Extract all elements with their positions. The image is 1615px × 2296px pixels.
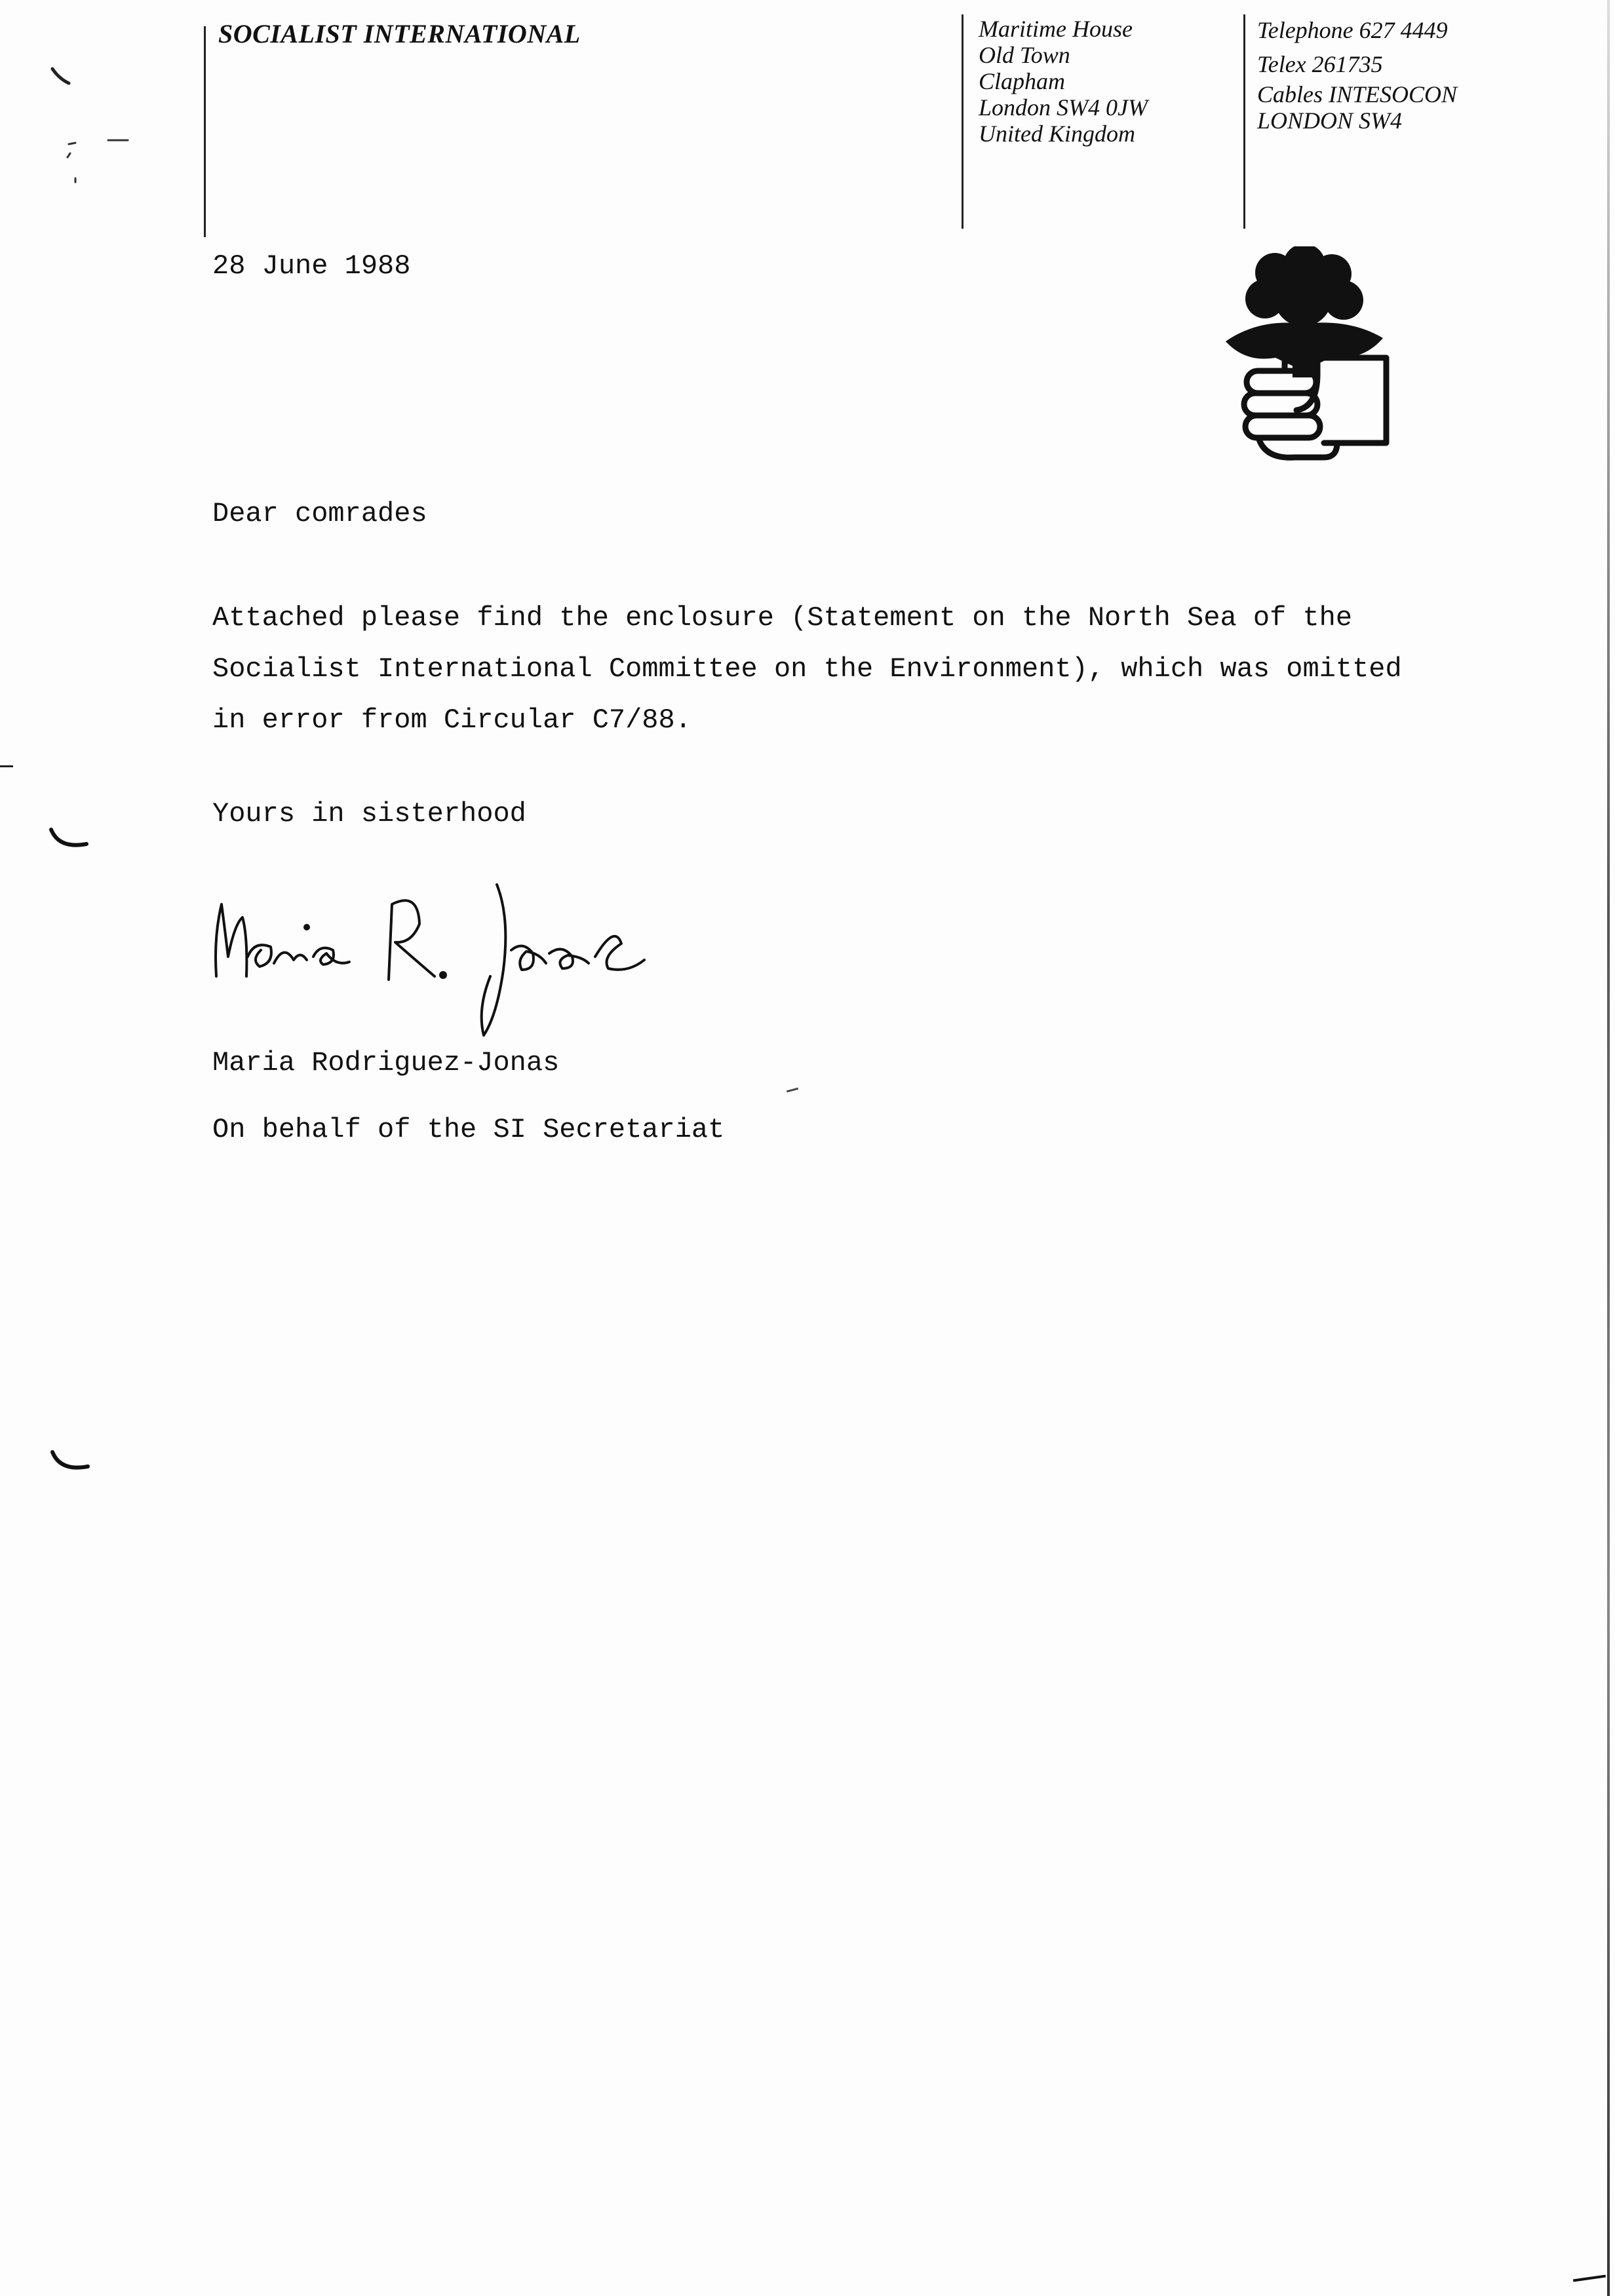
closing: Yours in sisterhood [212, 798, 526, 830]
contact-block [1257, 13, 1457, 134]
address-line: Clapham [979, 68, 1066, 94]
scan-mark [46, 824, 98, 857]
cables-city: LONDON SW4 [1257, 107, 1403, 134]
address-line: London SW4 0JW [979, 94, 1148, 121]
body-line: Socialist International Committee on the Environment), which was omitted [212, 653, 1402, 685]
scan-mark [787, 1088, 798, 1093]
letterhead-divider-right [1243, 14, 1245, 229]
scan-mark [0, 765, 13, 767]
scan-mark [47, 1447, 100, 1480]
letterhead-divider-middle [962, 14, 963, 229]
address-block [979, 16, 1148, 147]
page-edge [1607, 0, 1610, 2296]
handwritten-signature [208, 878, 667, 1048]
organization-name: SOCIALIST INTERNATIONAL [218, 19, 581, 48]
scan-mark [46, 62, 85, 102]
salutation: Dear comrades [212, 498, 427, 529]
telex: Telex 261735 [1257, 51, 1383, 77]
signer-name: Maria Rodriguez-Jonas [212, 1047, 560, 1079]
cables: Cables INTESOCON [1257, 81, 1458, 107]
telephone: Telephone 627 4449 [1257, 17, 1448, 43]
letter-date: 28 June 1988 [212, 250, 411, 282]
signer-role: On behalf of the SI Secretariat [212, 1114, 725, 1145]
address-line: United Kingdom [979, 121, 1135, 147]
body-line: in error from Circular C7/88. [212, 704, 691, 736]
letterhead-divider-left [204, 26, 206, 237]
scan-mark [1573, 2275, 1606, 2282]
address-line: Maritime House [979, 16, 1133, 42]
letter-body [212, 592, 1402, 746]
scan-mark [62, 131, 141, 183]
body-line: Attached please find the enclosure (Statement on the North Sea of the [212, 602, 1353, 634]
address-line: Old Town [979, 42, 1070, 68]
fist-and-rose-icon [1219, 246, 1393, 469]
